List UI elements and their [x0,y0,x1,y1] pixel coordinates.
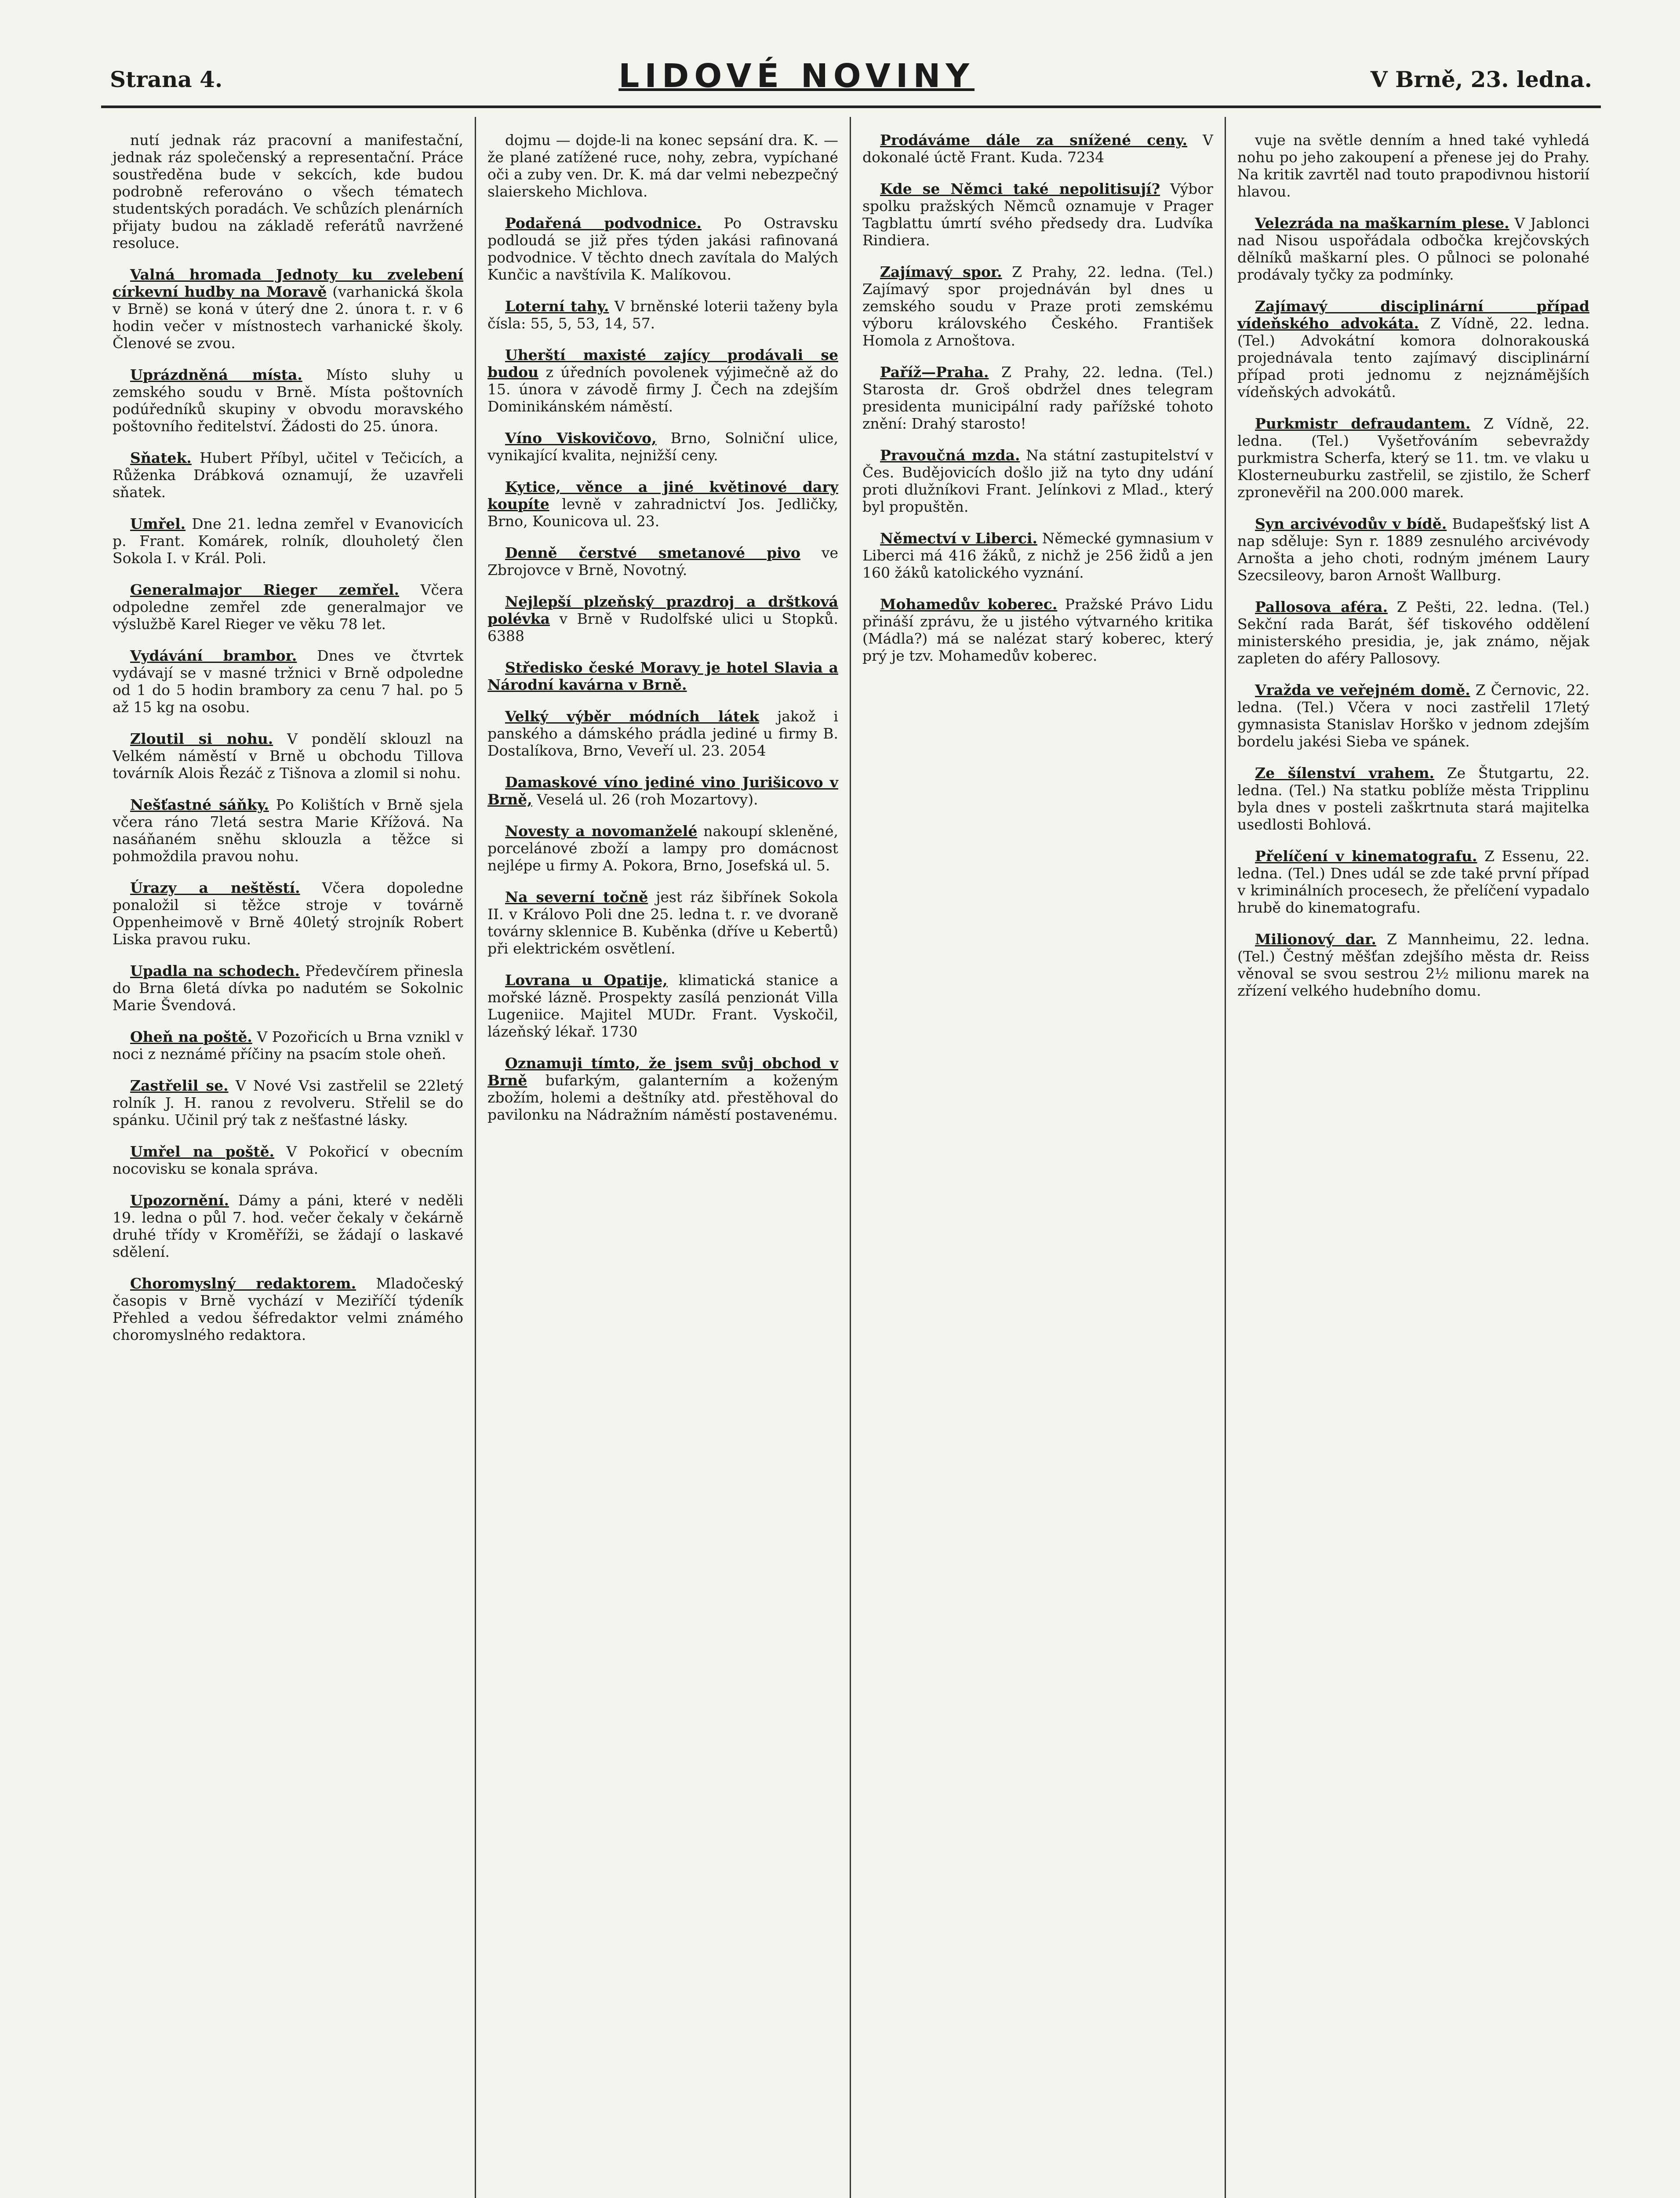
article [113,449,463,501]
article [1237,298,1589,400]
article [487,659,838,693]
article [1237,215,1589,283]
article-headline: Zastřelil se. [130,1077,229,1094]
article [487,1055,838,1123]
article-headline: Upozornění. [130,1192,229,1209]
article-headline: Středisko české Moravy je hotel Slavia a Národní kavárna v Brně. [487,659,838,693]
article-headline: Milionový dar. [1255,931,1376,948]
column-4 [1226,117,1601,2198]
article [1237,848,1589,916]
article-headline: Uherští maxisté zajícy prodávali se budou [487,346,838,381]
article-text: Po Ostravsku podloudá se již přes týden jakási rafinovaná podvodnice. V těchto dnech zavítala do Malých Kunčic a navštívila K. Malíkovou. [487,215,838,283]
article-text: V pondělí sklouzl na Velkém náměstí v Brně u obchodu Tillova továrník Alois Řezáč z Tišnova a zlomil si nohu. [113,730,463,782]
article-text: z úředních povolenek výjimečně až do 15. února v závodě firmy J. Čech na zdejším Dominikánském náměstí. [487,364,838,415]
article-text: Mladočeský časopis v Brně vychází v Meziříčí týdeník Přehled a vedou šéfredaktor velmi známého choromyslného redaktora. [113,1275,463,1343]
article-headline: Vydávání brambor. [130,647,297,664]
article-headline: Ze šílenství vrahem. [1255,764,1434,782]
article-text: Z Černovic, 22. ledna. (Tel.) Včera v noci zastřelil 17letý gymnasista Stanislav Horško v jednom zdejším bordelu jakési Sieba ve spánek. [1237,681,1590,750]
article-text: Dne 21. ledna zemřel v Evanovicích p. Frant. Komárek, rolník, dlouholetý člen Sokola I. v Král. Poli. [113,515,463,567]
article-headline: Mohamedův koberec. [880,596,1058,613]
article [487,774,838,808]
article-text: V dokonalé úctě Frant. Kuda. 7234 [862,131,1213,166]
article-headline: Přelíčení v kinematografu. [1255,848,1477,865]
article-headline: Loterní tahy. [505,298,609,315]
article [1237,681,1589,750]
article-text: Ze Štutgartu, 22. ledna. (Tel.) Na statku poblíže města Tripplinu byla dnes v posteli zaškrtnuta stará majitelka usedlosti Bohlová. [1237,764,1589,833]
article-headline: Choromyslný redaktorem. [130,1275,356,1292]
article-headline: Velezráda na maškarním plese. [1255,215,1509,232]
article [1237,931,1589,999]
article-headline: Prodáváme dále za snížené ceny. [880,131,1188,149]
article-text: Z Vídně, 22. ledna. (Tel.) Vyšetřováním sebevraždy purkmistra Scherfa, který se 11. tm. ve vlaku u Klosterneuburku zastřelil, se zjistilo, že Scherf zpronevěřil na 200.000 marek. [1237,415,1589,501]
article-text: jakož i panského a dámského prádla jediné u firmy B. Dostalíkova, Brno, Veveří ul. 23. 2054 [487,708,838,759]
article-headline: Podařená podvodnice. [505,215,702,232]
column-1 [101,117,476,2198]
article-text: Z Vídně, 22. ledna. (Tel.) Advokátní komora dolnorakouská projednávala tento zajímavý disciplinární případ proti jednomu z nejznámějších vídeňských advokátů. [1237,315,1589,400]
article [113,879,463,948]
article-headline: Oznamuji tímto, že jsem svůj obchod v Brně [487,1055,838,1089]
article-headline: Pravoučná mzda. [880,447,1020,464]
article [1237,764,1589,833]
article-headline: Uprázdněná místa. [130,366,302,383]
article-headline: Purkmistr defraudantem. [1255,415,1471,432]
article-headline: Denně čerstvé smetanové pivo [505,544,800,561]
article [1237,598,1589,667]
article-text: Z Prahy, 22. ledna. (Tel.) Starosta dr. Groš obdržel dnes telegram presidenta municipální rady pařížské tohoto znění: Drahý starosto! [862,364,1213,432]
article-headline: Nešťastné sáňky. [130,796,269,813]
article-text: Předevčírem přinesla do Brna 6letá dívka po nadutém se Sokolnic Marie Švendová. [113,962,464,1014]
article-headline: Oheň na poště. [130,1028,252,1045]
article-text: nakoupí skleněné, porcelánové zboží a lampy pro domácnost nejlépe u firmy A. Pokora, Brno, Josefská ul. 5. [487,822,838,874]
article-text: (varhanická škola v Brně) se koná v úterý dne 2. února t. r. v 6 hodin večer v místnostech varhanické školy. Členové se zvou. [113,283,463,352]
article-headline: Velký výběr módních látek [505,708,759,725]
article-text: dojmu — dojde-li na konec sepsání dra. K. — že plané zatížené ruce, nohy, zebra, vypíchané oči a zuby ven. Dr. K. má dar velmi nebezpečný slaierskeho Michlova. [487,131,838,200]
article-headline: Vražda ve veřejném domě. [1255,681,1470,699]
article [113,962,463,1014]
article [862,447,1213,515]
article [113,1275,463,1343]
article-text: Z Essenu, 22. ledna. (Tel.) Dnes udál se zde také první případ v kriminálních procesech, že přelíčení vypadalo hrubě do kinematografu. [1237,848,1589,916]
article-headline: Syn arcivévodův v bídě. [1255,515,1447,532]
article [487,544,838,579]
article-headline: Víno Viskovičovo, [505,429,657,447]
article [487,215,838,283]
article-headline: Novesty a novomanželé [505,822,698,840]
article [113,131,463,251]
article [113,366,463,435]
article-headline: Lovrana u Opatije, [505,972,668,989]
article [487,972,838,1040]
article-headline: Sňatek. [130,449,192,466]
article-text: V Pozořicích u Brna vznikl v noci z neznámé příčiny na psacím stole oheň. [113,1028,463,1063]
article-headline: Kytice, věnce a jiné květinové dary koupíte [487,478,838,513]
article [1237,415,1589,501]
article [113,266,463,352]
article [862,263,1213,349]
article-headline: Na severní točně [505,888,648,906]
article-headline: Generalmajor Rieger zemřel. [130,581,399,598]
article-text: ve Zbrojovce v Brně, Novotný. [487,544,838,579]
article-headline: Kde se Němci také nepolitisují? [880,180,1160,197]
article [862,596,1213,664]
article [487,131,838,200]
article-text: V Nové Vsi zastřelil se 22letý rolník J. H. ranou z revolveru. Střelil se do spánku. Učinil prý tak z nešťastné lásky. [113,1077,463,1128]
article-headline: Umřel. [130,515,186,532]
article-text: vuje na světle denním a hned také vyhledá nohu po jeho zakoupení a přenese jej do Prahy. Na kritik zavrtěl nad touto prapodivnou historií hlavou. [1237,131,1589,200]
article [862,530,1213,581]
article [113,1077,463,1128]
article-headline: Umřel na poště. [130,1143,275,1160]
column-2 [476,117,851,2198]
issue-date: V Brně, 23. ledna. [1370,66,1592,92]
article-headline: Nejlepší plzeňský prazdroj a drštková polévka [487,593,838,627]
article-headline: Zajímavý disciplinární případ vídeňského advokáta. [1237,298,1589,332]
article-text: Budapešťský list A nap sděluje: Syn r. 1889 zesnulého arcivévody Arnošta a jeho choti, rodným jménem Laury Szecsileovy, baron Arnošt Wallburg. [1237,515,1590,584]
article-headline: Úrazy a neštěstí. [130,879,300,896]
article-text: Výbor spolku pražských Němců oznamuje v Prager Tagblattu úmrtí svého předsedy dra. Ludvíka Rindiera. [862,180,1213,249]
article-headline: Zloutil si nohu. [130,730,273,747]
article-headline: Zajímavý spor. [880,263,1002,280]
article [487,593,838,644]
article-text: V Pokořicí v obecním nocovisku se konala správa. [113,1143,464,1177]
article [1237,515,1589,584]
article-text: Včera dopoledne ponaložil si těžce stroje v továrně Oppenheimově v Brně 40letý strojník Robert Liska pravou ruku. [113,879,463,948]
article [113,1028,463,1063]
article [113,796,463,865]
masthead-title: LIDOVÉ NOVINY [618,57,975,95]
article [487,708,838,759]
article [113,581,463,633]
article-text: Brno, Solniční ulice, vynikající kvalita, nejnižší ceny. [487,429,838,464]
article [113,1143,463,1177]
article-headline: Němectví v Liberci. [880,530,1037,547]
article-text: Pražské Právo Lidu přináší zprávu, že u jistého výtvarného kritika (Mádla?) má se nalézat starý koberec, který prý je tzv. Mohamedův koberec. [862,596,1213,664]
article-headline: Pallosova aféra. [1255,598,1388,615]
article [113,1192,463,1260]
article [113,647,463,716]
article [862,364,1213,432]
article [487,346,838,415]
article-text: Z Pešti, 22. ledna. (Tel.) Sekční rada Barát, šéf tiskového oddělení ministerského presidia, je, jak známo, nějak zapleten do aféry Pallosovy. [1237,598,1589,667]
article-text: Místo sluhy u zemského soudu v Brně. Místa poštovních podúředníků skupiny v obvodu moravského poštovního ředitelství. Žádosti do 25. února. [113,366,463,435]
article-headline: Upadla na schodech. [130,962,300,979]
article-text: jest ráz šibřínek Sokola II. v Královo Poli dne 25. ledna t. r. ve dvoraně továrny sklennice B. Kuběnka (dříve u Kebertů) při elektrickém osvětlení. [487,888,838,957]
article-text: Veselá ul. 26 (roh Mozartovy). [537,791,758,808]
article-text: V Jablonci nad Nisou uspořádala odbočka krejčovských dělníků maškarní ples. O půlnoci se polonahé prodávaly tyčky za podmínky. [1237,215,1589,283]
article [487,888,838,957]
page-header [101,57,1601,108]
article [487,298,838,332]
article [487,822,838,874]
page-number: Strana 4. [110,66,223,92]
article-text: Na státní zastupitelství v Čes. Budějovicích došlo již na tyto dny udání proti dlužníkovi Frant. Jelínkovi z Mlad., který byl propuštěn. [862,447,1213,515]
article [113,730,463,782]
article-text: v Brně v Rudolfské ulici u Stopků. 6388 [487,610,838,644]
article-headline: Valná hromada Jednoty ku zvelebení církevní hudby na Moravě [113,266,463,300]
article-text: nutí jednak ráz pracovní a manifestační, jednak ráz společenský a representační. Práce soustředěna bude v sekcích, kde budou podrobně referováno o všech tématech studentských poradách. Ve schůzích plenárních přijaty budou na základě referátů navržené resoluce. [113,131,463,251]
article-text: Z Mannheimu, 22. ledna. (Tel.) Čestný měšťan zdejšího města dr. Reiss věnoval se svou sestrou 2½ milionu marek na zřízení velkého hudebního domu. [1237,931,1589,999]
article-text: klimatická stanice a mořské lázně. Prospekty zasílá penzionát Villa Lugeniice. Majitel MUDr. Frant. Vyskočil, lázeňský lékař. 1730 [487,972,838,1040]
article [862,131,1213,166]
article [487,478,838,530]
article-text: Dnes ve čtvrtek vydávají se v masné tržnici v Brně odpoledne od 1 do 5 hodin brambory za cenu 7 hal. po 5 až 15 kg na osobu. [113,647,464,716]
article-text: levně v zahradnictví Jos. Jedličky, Brno, Kounicova ul. 23. [487,495,838,530]
article-headline: Damaskové víno jediné vino Jurišicovo v Brně, [487,774,838,808]
article [487,429,838,464]
article-headline: Paříž—Praha. [880,364,989,381]
article-text: bufarkým, galanterním a koženým zbožím, holemi a deštníky atd. přestěhoval do pavilonku na Nádražním náměstí postavenému. [487,1072,838,1123]
article-text: Z Prahy, 22. ledna. (Tel.) Zajímavý spor projednáván byl dnes u zemského soudu v Praze proti zemskému výboru královského Českého. František Homola z Arnoštova. [862,263,1213,349]
article-text: Včera odpoledne zemřel zde generalmajor ve výslužbě Karel Rieger ve věku 78 let. [113,581,463,633]
article-text: Hubert Příbyl, učitel v Tečicích, a Růženka Drábková oznamují, že uzavřeli sňatek. [113,449,463,501]
article [1237,131,1589,200]
column-3 [851,117,1226,2198]
article [862,180,1213,249]
columns-container [101,117,1601,2198]
article-text: V brněnské loterii taženy byla čísla: 55, 5, 53, 14, 57. [487,298,838,332]
article-text: Dámy a páni, které v neděli 19. ledna o půl 7. hod. večer čekaly v čekárně druhé třídy v Kroměříži, se žádají o laskavé sdělení. [113,1192,463,1260]
article [113,515,463,567]
article-text: Po Kolištích v Brně sjela včera ráno 7letá sestra Marie Křížová. Na nasáňaném sněhu sklouzla a těžce si pohmoždila pravou nohu. [113,796,463,865]
article-text: Německé gymnasium v Liberci má 416 žáků, z nichž je 256 židů a jen 160 žáků katolického vyznání. [862,530,1213,581]
